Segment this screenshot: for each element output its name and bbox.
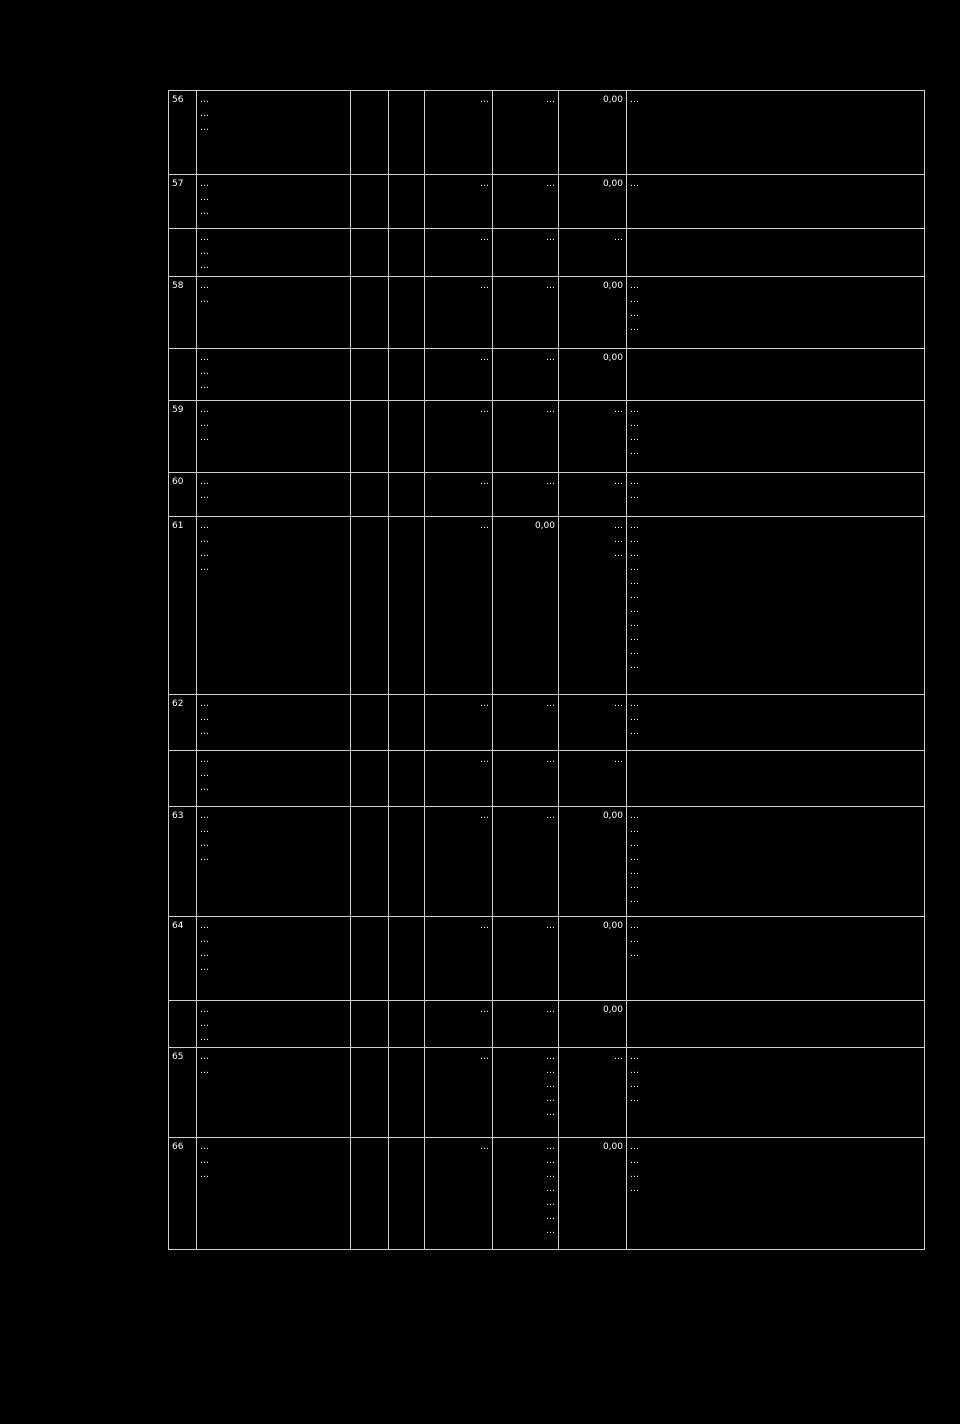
cell-line: …: [546, 1052, 555, 1062]
row-number: [169, 175, 197, 229]
cell-line: …: [200, 179, 209, 189]
row-number: [169, 473, 197, 517]
empty-cell: [351, 1138, 389, 1250]
empty-cell: [351, 517, 389, 695]
amount-remaining: [559, 695, 627, 751]
cell-line: …: [630, 295, 639, 305]
cell-line: …: [630, 419, 639, 429]
cell-line: …: [630, 839, 639, 849]
cell-line: …: [200, 549, 209, 559]
cell-value: …: [480, 233, 489, 243]
task-description: [197, 1048, 351, 1138]
empty-cell: [389, 1048, 425, 1138]
cell-value: …: [614, 1052, 623, 1062]
cell-line: …: [200, 853, 209, 863]
table-row: [169, 517, 925, 695]
cell-line: …: [200, 1170, 209, 1180]
cell-value: …: [480, 1142, 489, 1152]
cell-value: …: [546, 95, 555, 105]
cell-value: 59: [172, 405, 184, 415]
cell-line: …: [630, 1170, 639, 1180]
cell-value: 62: [172, 699, 184, 709]
section-subtotal-row: [169, 1001, 925, 1048]
cell-value: …: [480, 405, 489, 415]
amount-spent: [493, 751, 559, 807]
cell-value: 0,00: [602, 95, 623, 105]
task-description: [197, 751, 351, 807]
remarks: [627, 517, 925, 695]
empty-cell: [351, 807, 389, 917]
amount-planned: [425, 751, 493, 807]
cell-line: …: [630, 1080, 639, 1090]
cell-line: …: [200, 811, 209, 821]
task-description: [197, 229, 351, 277]
remarks: [627, 1138, 925, 1250]
cell-value: …: [546, 755, 555, 765]
cell-line: …: [200, 1052, 209, 1062]
cell-line: …: [200, 95, 209, 105]
cell-line: …: [630, 309, 639, 319]
cell-line: …: [546, 1108, 555, 1118]
cell-line: …: [630, 447, 639, 457]
cell-line: …: [630, 935, 639, 945]
cell-line: …: [630, 619, 639, 629]
amount-planned: [425, 175, 493, 229]
cell-line: …: [630, 323, 639, 333]
cell-line: …: [200, 281, 209, 291]
cell-line: …: [630, 633, 639, 643]
remarks: [627, 229, 925, 277]
task-description: [197, 807, 351, 917]
amount-spent: [493, 807, 559, 917]
empty-cell: [389, 695, 425, 751]
task-description: [197, 917, 351, 1001]
cell-value: …: [480, 353, 489, 363]
cell-line: …: [200, 713, 209, 723]
cell-value: …: [480, 755, 489, 765]
amount-planned: [425, 1001, 493, 1048]
section-subtotal-row: [169, 751, 925, 807]
cell-line: …: [546, 1212, 555, 1222]
empty-cell: [389, 401, 425, 473]
cell-value: …: [546, 921, 555, 931]
amount-remaining: [559, 277, 627, 349]
empty-cell: [351, 277, 389, 349]
task-description: [197, 1001, 351, 1048]
cell-line: …: [200, 1142, 209, 1152]
empty-cell: [389, 349, 425, 401]
expenditure-table: [168, 90, 925, 1250]
row-number: [169, 917, 197, 1001]
cell-line: …: [200, 193, 209, 203]
row-number: [169, 1138, 197, 1250]
amount-planned: [425, 695, 493, 751]
table-row: [169, 175, 925, 229]
cell-line: …: [546, 1142, 555, 1152]
empty-cell: [351, 175, 389, 229]
amount-remaining: [559, 349, 627, 401]
cell-value: 0,00: [602, 1005, 623, 1015]
cell-line: …: [200, 433, 209, 443]
cell-line: …: [200, 123, 209, 133]
cell-line: …: [630, 95, 639, 105]
cell-line: …: [630, 1066, 639, 1076]
remarks: [627, 1001, 925, 1048]
cell-line: …: [546, 1156, 555, 1166]
cell-value: …: [546, 405, 555, 415]
remarks: [627, 349, 925, 401]
cell-line: …: [630, 405, 639, 415]
empty-cell: [351, 401, 389, 473]
amount-remaining: [559, 917, 627, 1001]
row-number: [169, 1048, 197, 1138]
amount-spent: [493, 401, 559, 473]
cell-value: 0,00: [602, 811, 623, 821]
amount-spent: [493, 917, 559, 1001]
cell-line: …: [546, 1066, 555, 1076]
amount-planned: [425, 401, 493, 473]
cell-line: …: [200, 1019, 209, 1029]
cell-value: 57: [172, 179, 184, 189]
row-number: [169, 349, 197, 401]
remarks: [627, 91, 925, 175]
amount-spent: [493, 229, 559, 277]
cell-line: …: [630, 921, 639, 931]
amount-spent: [493, 91, 559, 175]
table-row: [169, 401, 925, 473]
cell-value: …: [546, 1005, 555, 1015]
amount-remaining: [559, 1001, 627, 1048]
cell-line: …: [200, 521, 209, 531]
task-description: [197, 91, 351, 175]
cell-value: …: [480, 477, 489, 487]
cell-line: …: [630, 1094, 639, 1104]
cell-line: …: [630, 477, 639, 487]
remarks: [627, 401, 925, 473]
cell-line: …: [200, 295, 209, 305]
cell-line: …: [630, 867, 639, 877]
cell-line: …: [630, 521, 639, 531]
cell-line: …: [630, 549, 639, 559]
remarks: [627, 175, 925, 229]
table-body: [169, 91, 925, 1250]
empty-cell: [351, 695, 389, 751]
amount-spent: [493, 695, 559, 751]
task-description: [197, 175, 351, 229]
cell-line: …: [546, 1198, 555, 1208]
cell-value: …: [614, 233, 623, 243]
cell-line: …: [630, 661, 639, 671]
cell-line: …: [200, 491, 209, 501]
amount-remaining: [559, 229, 627, 277]
cell-value: 63: [172, 811, 184, 821]
cell-value: 58: [172, 281, 184, 291]
cell-value: 61: [172, 521, 184, 531]
cell-line: …: [200, 477, 209, 487]
cell-value: …: [480, 811, 489, 821]
cell-value: …: [480, 1052, 489, 1062]
cell-line: …: [630, 281, 639, 291]
empty-cell: [351, 229, 389, 277]
remarks: [627, 473, 925, 517]
cell-line: …: [630, 433, 639, 443]
cell-line: …: [630, 563, 639, 573]
cell-line: …: [630, 881, 639, 891]
cell-value: 0,00: [602, 281, 623, 291]
empty-cell: [389, 91, 425, 175]
cell-line: …: [200, 825, 209, 835]
amount-planned: [425, 349, 493, 401]
task-description: [197, 695, 351, 751]
table-row: [169, 917, 925, 1001]
cell-line: …: [200, 367, 209, 377]
cell-line: …: [630, 605, 639, 615]
cell-value: …: [546, 699, 555, 709]
amount-remaining: [559, 91, 627, 175]
cell-value: 0,00: [534, 521, 555, 531]
amount-planned: [425, 91, 493, 175]
remarks: [627, 807, 925, 917]
empty-cell: [389, 751, 425, 807]
amount-spent: [493, 1048, 559, 1138]
table-row: [169, 473, 925, 517]
cell-line: …: [200, 207, 209, 217]
cell-line: …: [630, 491, 639, 501]
cell-line: …: [200, 1005, 209, 1015]
amount-remaining: [559, 807, 627, 917]
cell-line: …: [200, 233, 209, 243]
cell-value: …: [480, 1005, 489, 1015]
cell-line: …: [200, 419, 209, 429]
empty-cell: [351, 349, 389, 401]
remarks: [627, 917, 925, 1001]
remarks: [627, 751, 925, 807]
cell-line: …: [630, 853, 639, 863]
cell-value: …: [614, 755, 623, 765]
cell-line: …: [630, 699, 639, 709]
amount-spent: [493, 517, 559, 695]
cell-value: 0,00: [602, 921, 623, 931]
cell-line: …: [200, 1066, 209, 1076]
cell-line: …: [546, 1080, 555, 1090]
amount-planned: [425, 917, 493, 1001]
task-description: [197, 1138, 351, 1250]
cell-value: …: [614, 405, 623, 415]
empty-cell: [351, 91, 389, 175]
cell-line: …: [200, 381, 209, 391]
cell-value: …: [546, 281, 555, 291]
cell-value: …: [480, 699, 489, 709]
row-number: [169, 807, 197, 917]
cell-value: 56: [172, 95, 184, 105]
cell-value: …: [614, 477, 623, 487]
cell-line: …: [630, 949, 639, 959]
empty-cell: [389, 175, 425, 229]
task-description: [197, 517, 351, 695]
table-row: [169, 91, 925, 175]
amount-remaining: [559, 401, 627, 473]
cell-line: …: [630, 591, 639, 601]
cell-line: …: [630, 1052, 639, 1062]
cell-line: …: [630, 895, 639, 905]
cell-line: …: [200, 755, 209, 765]
cell-value: …: [480, 921, 489, 931]
cell-value: 60: [172, 477, 184, 487]
cell-line: …: [630, 1184, 639, 1194]
cell-value: 0,00: [602, 179, 623, 189]
table-row: [169, 1138, 925, 1250]
cell-line: …: [630, 713, 639, 723]
empty-cell: [389, 277, 425, 349]
cell-line: …: [200, 769, 209, 779]
cell-line: …: [200, 109, 209, 119]
cell-line: …: [546, 1226, 555, 1236]
row-number: [169, 517, 197, 695]
cell-value: 64: [172, 921, 184, 931]
remarks: [627, 1048, 925, 1138]
cell-line: …: [200, 935, 209, 945]
cell-line: …: [630, 727, 639, 737]
cell-line: …: [200, 1033, 209, 1043]
empty-cell: [351, 473, 389, 517]
empty-cell: [389, 1138, 425, 1250]
empty-cell: [351, 1001, 389, 1048]
cell-line: …: [630, 1156, 639, 1166]
section-subtotal-row: [169, 349, 925, 401]
row-number: [169, 229, 197, 277]
cell-value: …: [480, 95, 489, 105]
remarks: [627, 277, 925, 349]
amount-remaining: [559, 1138, 627, 1250]
amount-remaining: [559, 175, 627, 229]
section-subtotal-row: [169, 229, 925, 277]
cell-line: …: [630, 811, 639, 821]
amount-remaining: [559, 751, 627, 807]
table-row: [169, 807, 925, 917]
cell-value: …: [546, 179, 555, 189]
amount-planned: [425, 517, 493, 695]
cell-line: …: [630, 825, 639, 835]
task-description: [197, 401, 351, 473]
empty-cell: [389, 807, 425, 917]
cell-line: …: [200, 353, 209, 363]
cell-value: 0,00: [602, 1142, 623, 1152]
cell-line: …: [200, 261, 209, 271]
cell-line: …: [630, 647, 639, 657]
empty-cell: [351, 917, 389, 1001]
cell-line: …: [200, 1156, 209, 1166]
cell-value: …: [480, 521, 489, 531]
empty-cell: [389, 473, 425, 517]
amount-remaining: [559, 1048, 627, 1138]
cell-value: …: [480, 281, 489, 291]
cell-value: 65: [172, 1052, 184, 1062]
table-row: [169, 695, 925, 751]
cell-line: …: [630, 179, 639, 189]
cell-line: …: [614, 521, 623, 531]
cell-value: …: [546, 477, 555, 487]
row-number: [169, 751, 197, 807]
cell-line: …: [630, 1142, 639, 1152]
amount-planned: [425, 1048, 493, 1138]
cell-line: …: [546, 1170, 555, 1180]
task-description: [197, 349, 351, 401]
cell-value: …: [480, 179, 489, 189]
amount-spent: [493, 473, 559, 517]
cell-line: …: [200, 949, 209, 959]
amount-spent: [493, 1138, 559, 1250]
amount-remaining: [559, 473, 627, 517]
cell-value: 0,00: [602, 353, 623, 363]
cell-line: …: [200, 247, 209, 257]
empty-cell: [389, 517, 425, 695]
empty-cell: [389, 1001, 425, 1048]
cell-line: …: [614, 535, 623, 545]
cell-line: …: [614, 549, 623, 559]
task-description: [197, 277, 351, 349]
cell-line: …: [546, 1094, 555, 1104]
cell-value: …: [614, 699, 623, 709]
empty-cell: [389, 229, 425, 277]
cell-line: …: [200, 783, 209, 793]
row-number: [169, 695, 197, 751]
cell-line: …: [200, 563, 209, 573]
row-number: [169, 1001, 197, 1048]
amount-planned: [425, 277, 493, 349]
cell-line: …: [200, 699, 209, 709]
row-number: [169, 401, 197, 473]
amount-planned: [425, 1138, 493, 1250]
row-number: [169, 91, 197, 175]
empty-cell: [351, 751, 389, 807]
task-description: [197, 473, 351, 517]
amount-spent: [493, 277, 559, 349]
table-row: [169, 277, 925, 349]
amount-spent: [493, 1001, 559, 1048]
cell-line: …: [200, 535, 209, 545]
cell-line: …: [630, 535, 639, 545]
cell-line: …: [200, 839, 209, 849]
amount-planned: [425, 473, 493, 517]
cell-line: …: [200, 963, 209, 973]
cell-line: …: [200, 727, 209, 737]
amount-planned: [425, 229, 493, 277]
amount-spent: [493, 349, 559, 401]
amount-spent: [493, 175, 559, 229]
cell-line: …: [200, 405, 209, 415]
amount-planned: [425, 807, 493, 917]
cell-value: 66: [172, 1142, 184, 1152]
remarks: [627, 695, 925, 751]
table-row: [169, 1048, 925, 1138]
amount-remaining: [559, 517, 627, 695]
cell-value: …: [546, 233, 555, 243]
cell-value: …: [546, 811, 555, 821]
cell-line: …: [546, 1184, 555, 1194]
cell-line: …: [200, 921, 209, 931]
empty-cell: [389, 917, 425, 1001]
cell-value: …: [546, 353, 555, 363]
empty-cell: [351, 1048, 389, 1138]
cell-line: …: [630, 577, 639, 587]
row-number: [169, 277, 197, 349]
